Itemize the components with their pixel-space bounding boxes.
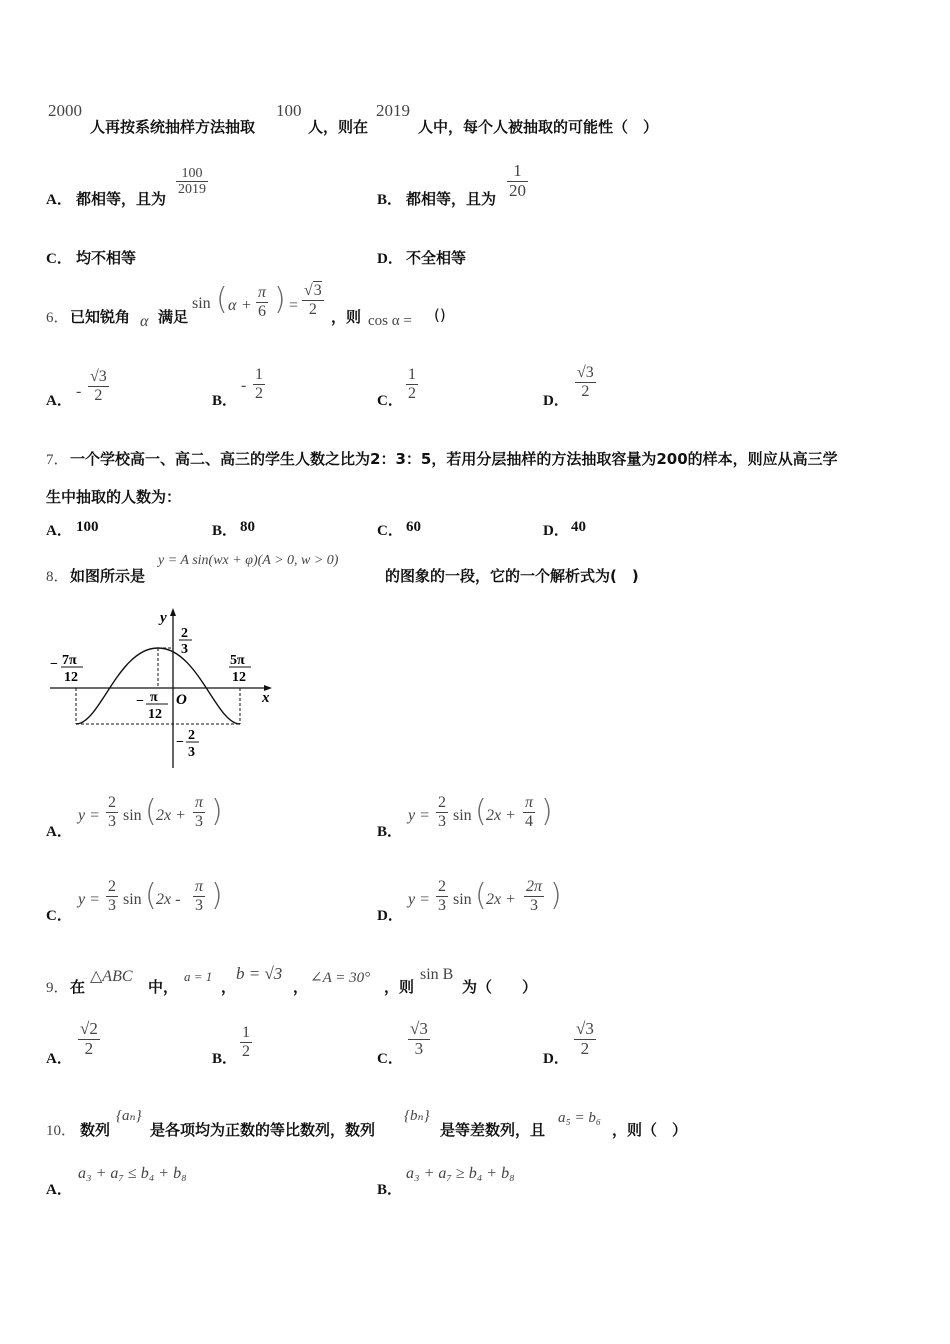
option-label: A．: [46, 1051, 72, 1067]
numerator: 2: [108, 878, 116, 895]
paren-open: (: [216, 282, 228, 317]
q7-line-1: 一个学校高一、高二、高三的学生人数之比为2：3：5，若用分层抽样的方法抽取容量为200的样本，则应从高三学: [70, 450, 838, 468]
right-num: 5π: [230, 653, 245, 668]
y-equals: y =: [78, 807, 100, 824]
question-number: 7．: [46, 452, 69, 468]
option-text: 都相等，且为: [76, 190, 167, 208]
option-label: A．: [46, 523, 72, 539]
pi-over-6: [256, 284, 268, 320]
denominator: 2019: [178, 182, 206, 198]
denominator: 2: [242, 1042, 250, 1060]
paren-close: ): [211, 878, 223, 913]
option-text: 均不相等: [76, 249, 137, 267]
numerator: 2: [438, 794, 446, 811]
q5-num-2019: 2019: [376, 101, 410, 120]
y-equals: y =: [408, 807, 430, 824]
option-label: A．: [46, 192, 72, 208]
sequence-b: {bₙ}: [404, 1108, 430, 1124]
minus-sign: -: [76, 383, 82, 400]
option-label: D．: [377, 251, 403, 267]
right-den: 12: [232, 670, 246, 685]
pi-fraction: [523, 794, 535, 830]
coef-fraction: [436, 794, 448, 830]
q6-text-3: ，则: [331, 308, 362, 326]
paren-open: (: [145, 878, 157, 913]
sin-fn: sin: [123, 891, 142, 908]
q7-line-2: 生中抽取的人数为：: [46, 488, 182, 506]
fraction: [574, 1020, 596, 1058]
sin-fn: sin: [453, 807, 472, 824]
option-text: 都相等，且为: [406, 190, 497, 208]
option-label: D．: [377, 908, 403, 924]
denominator: 3: [530, 896, 538, 914]
numerator: π: [195, 794, 204, 811]
option-label: B．: [212, 393, 238, 409]
denominator: 2: [94, 386, 103, 404]
option-expr: a₃ + a₇ ≥ b₄ + b₈: [406, 1165, 515, 1182]
denominator: 3: [438, 812, 446, 830]
option-label: A．: [46, 824, 72, 840]
option-text: 不全相等: [406, 249, 467, 267]
q10-text-3: 是等差数列，且: [440, 1121, 546, 1139]
x-label: x: [262, 690, 270, 706]
fraction: [88, 368, 109, 404]
sin-fn: sin: [453, 891, 472, 908]
denominator: 2: [408, 384, 416, 402]
y-axis-arrow: [170, 608, 176, 616]
question-number: 8．: [46, 569, 69, 585]
numerator: π: [195, 878, 204, 895]
numerator: √3: [576, 1019, 594, 1038]
numerator: 1: [255, 366, 263, 383]
question-number: 6．: [46, 310, 69, 326]
q9-text-6: 为（ ）: [462, 978, 538, 996]
numerator: π: [525, 794, 534, 811]
q6-text-1: 已知锐角: [70, 308, 131, 326]
paren-open: (: [475, 878, 487, 913]
sequence-a: {aₙ}: [116, 1108, 142, 1124]
denominator: 2: [255, 384, 263, 402]
option-label: B．: [212, 523, 238, 539]
option-label: B．: [212, 1051, 238, 1067]
min-num: 2: [188, 728, 195, 743]
q6-text-2: 满足: [158, 308, 189, 326]
q10-text-4: ，则（ ）: [612, 1121, 688, 1139]
peak-den: 12: [148, 707, 162, 722]
q9-text-3: ，: [221, 978, 237, 996]
plus: +: [242, 297, 252, 314]
fraction: [176, 166, 208, 198]
option-label: A．: [46, 1182, 72, 1198]
alpha: α: [140, 313, 149, 330]
left-den: 12: [64, 670, 78, 685]
option-text: 100: [76, 519, 99, 535]
option-label: B．: [377, 1182, 403, 1198]
left-num: 7π: [62, 653, 77, 668]
max-den: 3: [181, 642, 188, 657]
paren-open: (: [145, 794, 157, 829]
pi-fraction: [524, 878, 544, 914]
q5-text-1: 人再按系统抽样方法抽取: [90, 118, 256, 136]
q8-formula: y = A sin(wx + φ)(A > 0, w > 0): [158, 553, 339, 568]
paren-close: ): [211, 794, 223, 829]
q9-text-4: ，: [293, 978, 309, 996]
denominator: 2: [308, 300, 317, 318]
q5-text-2: 人，则在: [308, 118, 369, 136]
q9-text-5: ，则: [384, 978, 415, 996]
denominator: 20: [509, 180, 526, 200]
numerator: 1: [408, 366, 416, 383]
sin-fn: sin: [123, 807, 142, 824]
sine-graph: [40, 600, 280, 772]
denominator: 6: [258, 302, 266, 320]
option-label: D．: [543, 523, 569, 539]
numerator: √2: [80, 1019, 98, 1038]
denominator: 3: [108, 896, 116, 914]
fraction: [507, 162, 528, 200]
denominator: 3: [414, 1038, 424, 1058]
numerator: √3: [410, 1019, 428, 1038]
fraction: [408, 1020, 430, 1058]
fraction: [240, 1024, 252, 1060]
paren-close: ): [541, 794, 553, 829]
peak-num: π: [150, 690, 158, 705]
option-label: D．: [543, 1051, 569, 1067]
q8-text-1: 如图所示是: [70, 567, 146, 585]
denominator: 3: [108, 812, 116, 830]
fraction: [575, 364, 596, 400]
paren-open: (: [475, 794, 487, 829]
y-label: y: [160, 610, 167, 626]
pi-fraction: [193, 878, 205, 914]
numerator: 1: [242, 1024, 250, 1041]
option-expr: a₃ + a₇ ≤ b₄ + b₈: [78, 1165, 187, 1182]
y-equals: y =: [408, 891, 430, 908]
triangle-abc: △ABC: [90, 968, 133, 985]
paren-close: ): [274, 282, 286, 317]
denominator: 2: [580, 1038, 590, 1058]
minus-sign: -: [241, 377, 247, 394]
option-label: C．: [377, 1051, 403, 1067]
alpha-2: α: [228, 297, 237, 314]
angle-a: ∠A = 30°: [310, 970, 371, 986]
equals: =: [289, 297, 299, 314]
option-text: 40: [571, 519, 586, 535]
denominator: 4: [525, 812, 533, 830]
peak-minus: −: [136, 694, 144, 709]
q5-num-100: 100: [276, 101, 302, 120]
y-equals: y =: [78, 891, 100, 908]
option-label: D．: [543, 393, 569, 409]
option-label: B．: [377, 192, 403, 208]
inner: 2x +: [486, 891, 516, 908]
question-number: 9．: [46, 980, 69, 996]
min-den: 3: [188, 745, 195, 760]
option-text: 60: [406, 519, 421, 535]
numerator: 2: [438, 878, 446, 895]
inner: 2x +: [486, 807, 516, 824]
fraction: [406, 366, 418, 402]
sin-b: sin B: [420, 966, 454, 983]
a-value: a = 1: [184, 969, 213, 984]
numerator: √3: [577, 364, 594, 381]
option-label: C．: [46, 251, 72, 267]
fraction: [78, 1020, 100, 1058]
max-num: 2: [181, 626, 188, 641]
option-label: C．: [377, 393, 403, 409]
root3-over-2: $\frac{√3}{2}$: [304, 282, 322, 318]
denominator: 2: [84, 1038, 94, 1058]
sin-fn: sin: [192, 295, 211, 312]
fraction: [253, 366, 265, 402]
question-number: 10．: [46, 1123, 77, 1139]
numerator: 100: [176, 166, 208, 182]
option-label: C．: [46, 908, 72, 924]
paren-close: ): [550, 878, 562, 913]
q6-text-4: (): [434, 306, 446, 324]
b-value: b = √3: [236, 964, 283, 983]
min-minus: −: [176, 735, 184, 750]
q5-text-3: 人中，每个人被抽取的可能性（ ）: [418, 118, 659, 136]
denominator: 3: [438, 896, 446, 914]
pi-fraction: [193, 794, 205, 830]
numerator: 1: [507, 162, 528, 182]
denominator: 2: [581, 382, 590, 400]
q5-num-2000: 2000: [48, 101, 82, 120]
numerator: π: [258, 284, 267, 301]
denominator: 3: [195, 812, 203, 830]
origin-label: O: [176, 692, 187, 708]
left-minus: −: [50, 657, 58, 672]
q8-text-2: 的图象的一段，它的一个解析式为( ): [385, 567, 639, 585]
numerator: 2: [108, 794, 116, 811]
option-label: A．: [46, 393, 72, 409]
q10-text-2: 是各项均为正数的等比数列，数列: [150, 1121, 376, 1139]
denominator: 3: [195, 896, 203, 914]
q10-text-1: 数列: [80, 1121, 111, 1139]
option-text: 80: [240, 519, 255, 535]
q9-text-1: 在: [70, 978, 86, 996]
inner: 2x +: [156, 807, 186, 824]
option-label: C．: [377, 523, 403, 539]
q9-text-2: 中，: [148, 978, 179, 996]
numerator: 2π: [526, 878, 543, 895]
inner: 2x -: [156, 891, 181, 908]
coef-fraction: [106, 878, 118, 914]
option-label: B．: [377, 824, 403, 840]
numerator: √3: [90, 368, 107, 385]
cos-alpha: cos α =: [368, 313, 412, 329]
coef-fraction: [106, 794, 118, 830]
coef-fraction: [436, 878, 448, 914]
condition: a₅ = b₆: [558, 1110, 602, 1126]
numerator: 3: [313, 282, 322, 299]
